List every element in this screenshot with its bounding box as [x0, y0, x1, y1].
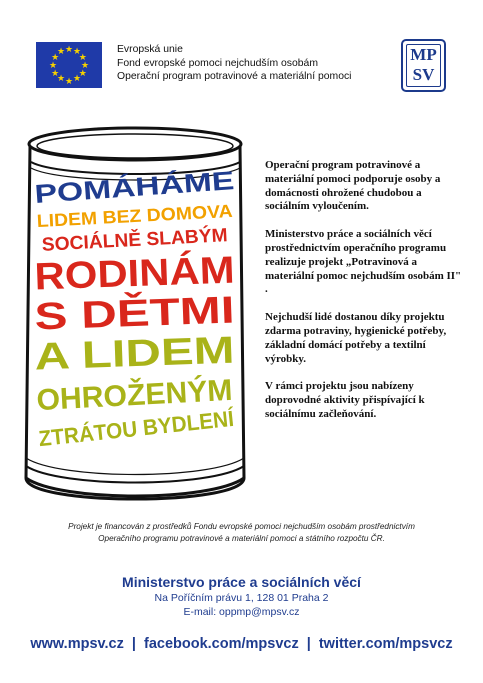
eu-program-text: [117, 43, 351, 84]
can-line-4: RODINÁM: [33, 250, 217, 299]
eu-star-icon: ★: [78, 51, 87, 62]
can-top-rim: [29, 128, 241, 160]
facebook-link[interactable]: facebook.com/mpsvcz: [143, 636, 299, 652]
mpsv-logo: [401, 39, 446, 92]
can-line-1: POMÁHÁME: [33, 168, 190, 209]
project-description: [265, 159, 465, 436]
eu-star-icon: ★: [72, 73, 82, 84]
can-line-5: S DĚTMI: [33, 291, 190, 339]
funding-footnote: [10, 521, 473, 545]
paragraph: Nejchudší lidé dostanou díky projektu zdarma potraviny, hygienické potřeby, základní domácí potřeby a textilní výrobky.: [265, 311, 447, 365]
can-line-8: ZTRÁTOU BYDLENÍ: [37, 404, 247, 452]
eu-star-icon: ★: [64, 75, 74, 86]
can-line-2: LIDEM BEZ DOMOVA: [36, 201, 219, 232]
footnote-line: Operačního programu potravinové a materiální pomoci a státního rozpočtu ČR.: [98, 534, 385, 543]
eu-star-icon: ★: [56, 73, 66, 84]
can-line-7: OHROŽENÝM: [35, 373, 233, 418]
eu-star-icon: ★: [48, 59, 58, 70]
eu-star-icon: ★: [72, 45, 82, 56]
eu-star-icon: ★: [64, 43, 74, 54]
eu-star-icon: ★: [51, 67, 60, 78]
web-link[interactable]: www.mpsv.cz: [30, 636, 124, 652]
eu-flag-icon: [36, 42, 102, 88]
separator: |: [131, 636, 136, 652]
eu-star-icon: ★: [80, 59, 90, 70]
can-line-6: A LIDEM: [33, 331, 191, 379]
paragraph: V rámci projektu jsou nabízeny doprovodné aktivity přispívající k sociálnímu začleňování.: [265, 380, 425, 420]
twitter-link[interactable]: twitter.com/mpsvcz: [318, 636, 453, 652]
footer-links: [0, 636, 483, 652]
can-line-3: SOCIÁLNĚ SLABÝM: [41, 225, 226, 256]
ministry-contact: [0, 573, 483, 619]
separator: |: [306, 636, 311, 652]
eu-line: Evropská unie: [117, 44, 183, 55]
ministry-address: Na Poříčním právu 1, 128 01 Praha 2: [154, 592, 329, 604]
ministry-name: Ministerstvo práce a sociálních věcí: [122, 574, 361, 590]
paragraph: Ministerstvo práce a sociálních věcí prostřednictvím operačního programu realizuje projekt „Potravinová a materiální pomoc nejchudším osobám II" .: [265, 228, 462, 296]
logo-text-top: MP: [410, 45, 437, 64]
eu-star-icon: ★: [56, 45, 66, 56]
eu-star-icon: ★: [51, 51, 60, 62]
can-illustration: [0, 118, 260, 518]
eu-star-icon: ★: [78, 67, 87, 78]
eu-line: Operační program potravinové a materiální pomoci: [117, 71, 352, 82]
footnote-line: Projekt je financován z prostředků Fondu evropské pomoci nejchudším osobám prostřednictvím: [68, 522, 415, 531]
paragraph: Operační program potravinové a materiální pomoci podporuje osoby a domácnosti ohrožené chudobou a sociálním vyloučením.: [265, 159, 441, 213]
header: [0, 0, 483, 100]
ministry-email[interactable]: E-mail: oppmp@mpsv.cz: [183, 606, 300, 618]
eu-line: Fond evropské pomoci nejchudším osobám: [117, 57, 318, 69]
logo-text-bottom: SV: [412, 65, 435, 84]
